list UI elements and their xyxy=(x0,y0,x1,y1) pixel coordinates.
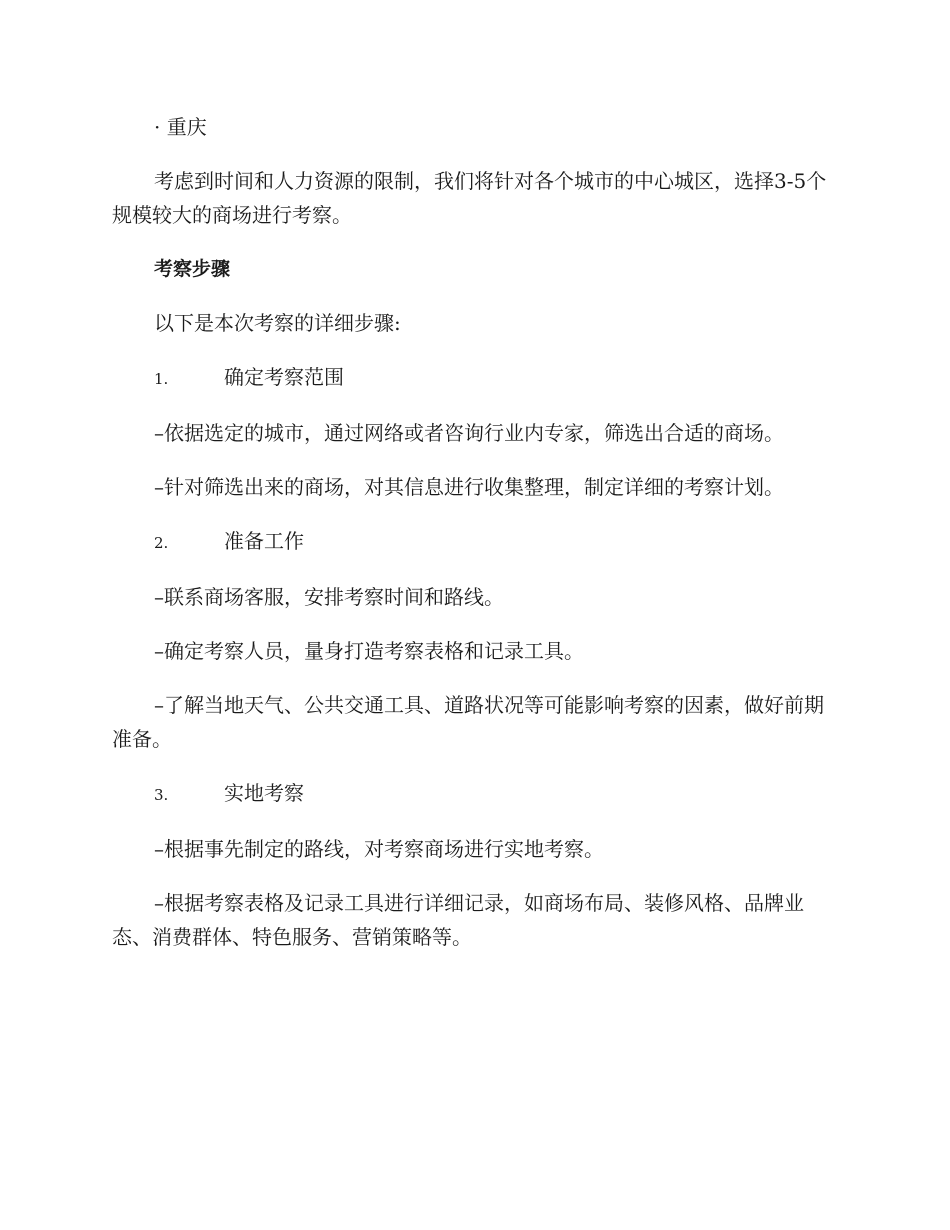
section-heading: 考察步骤 xyxy=(154,258,231,280)
step-number: 2. xyxy=(154,534,169,552)
step-title: 确定考察范围 xyxy=(224,365,344,389)
step-2-item-3: –了解当地天气、公共交通工具、道路状况等可能影响考察的因素，做好前期准备。 xyxy=(112,693,824,751)
step-1-item-1: –依据选定的城市，通过网络或者咨询行业内专家，筛选出合适的商场。 xyxy=(154,421,784,445)
step-1-item-2: –针对筛选出来的商场，对其信息进行收集整理，制定详细的考察计划。 xyxy=(154,475,784,499)
steps-intro: 以下是本次考察的详细步骤: xyxy=(154,311,401,335)
step-title: 准备工作 xyxy=(224,529,304,553)
step-title: 实地考察 xyxy=(224,781,304,805)
step-2-item-2: –确定考察人员，量身打造考察表格和记录工具。 xyxy=(154,639,584,663)
bullet-item-chongqing: · 重庆 xyxy=(154,115,207,139)
step-1-title xyxy=(112,360,832,396)
step-3-item-1: –根据事先制定的路线，对考察商场进行实地考察。 xyxy=(154,837,604,861)
step-number: 3. xyxy=(154,786,169,804)
step-2-title xyxy=(112,524,832,560)
intro-paragraph: 考虑到时间和人力资源的限制，我们将针对各个城市的中心城区，选择3-5个规模较大的商场进行考察。 xyxy=(112,169,827,227)
step-2-item-1: –联系商场客服，安排考察时间和路线。 xyxy=(154,585,504,609)
step-3-item-2: –根据考察表格及记录工具进行详细记录，如商场布局、装修风格、品牌业态、消费群体、特色服务、营销策略等。 xyxy=(112,891,804,949)
step-3-title xyxy=(112,776,832,812)
document-page xyxy=(112,110,832,974)
step-number: 1. xyxy=(154,370,169,388)
